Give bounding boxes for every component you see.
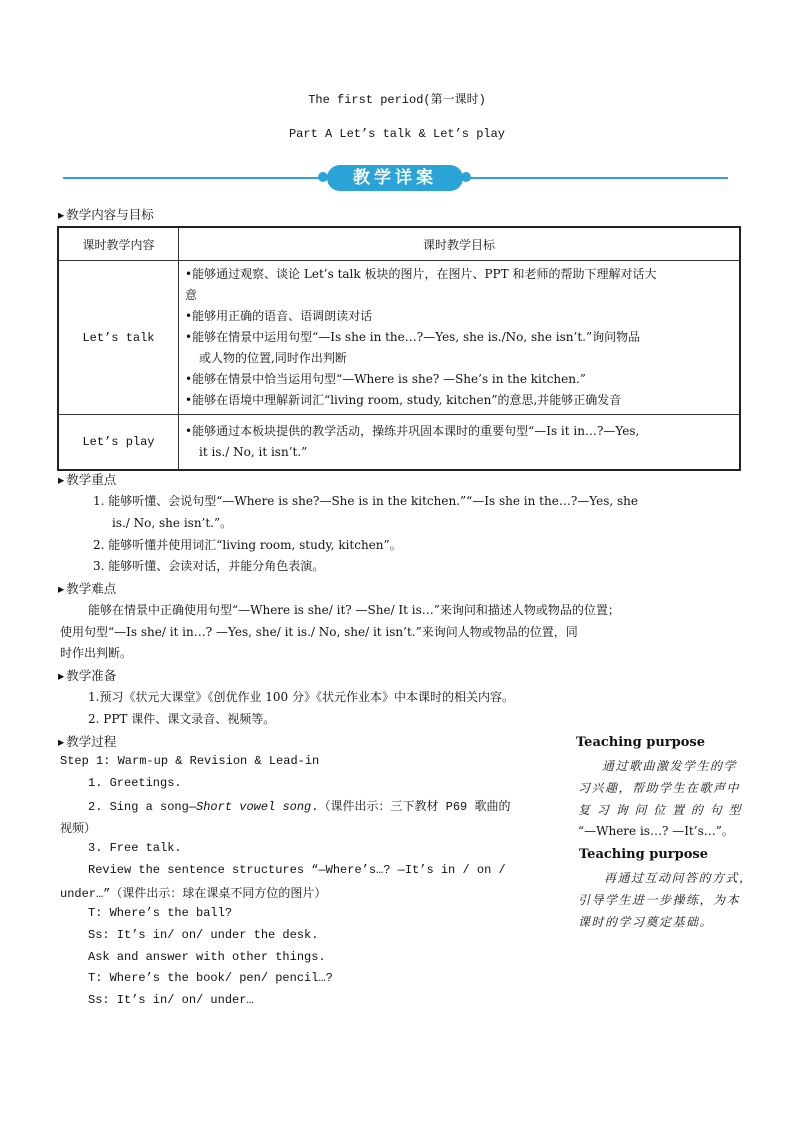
process-review-cont: under…”（课件出示：球在课桌不同方位的图片） (60, 887, 327, 901)
section-key-points: ▸ 教学重点 (58, 470, 116, 488)
banner-line-left (63, 177, 321, 179)
dialogue-line: Ask and answer with other things. (88, 950, 326, 964)
key-point-line: is./ No, she isn’t.”。 (112, 516, 233, 530)
key-point-line: 2. 能够听懂并使用词汇“living room, study, kitchen”。 (93, 538, 402, 552)
goal-item: •能够通过本板块提供的教学活动，操练并巩固本课时的重要句型“—Is it in…?—Yes, (185, 424, 640, 438)
table-header-goals: 课时教学目标 (179, 227, 741, 261)
difficulty-line: 时作出判断。 (60, 646, 133, 660)
sidebar-note-line: “—Where is…? —It’s…”。 (578, 824, 734, 838)
goal-item: •能够在语境中理解新词汇“living room, study, kitchen”的意思,并能够正确发音 (185, 393, 622, 407)
table-cell-goals (179, 261, 741, 415)
process-item: 1. Greetings. (88, 776, 182, 790)
sidebar-note-line: 通过歌曲激发学生的学 (602, 759, 738, 773)
page-title: The first period(第一课时) (308, 93, 486, 107)
sidebar-note-line: 复 习 询 问 位 置 的 句 型 (578, 803, 743, 817)
sidebar-note-line: 引导学生进一步操练，为本 (578, 893, 741, 907)
process-item: 3. Free talk. (88, 841, 182, 855)
key-point-line: 1. 能够听懂、会说句型“—Where is she?—She is in the kitchen.”“—Is she in the…?—Yes, she (93, 494, 639, 508)
goals-table (57, 226, 741, 471)
goal-item-cont: 意 (185, 288, 198, 302)
song-title: Short vowel song (196, 800, 312, 814)
goal-item-cont: it is./ No, it isn’t.” (199, 445, 308, 459)
process-item-cont: 视频） (60, 821, 97, 835)
table-cell-content: Let’s talk (58, 261, 179, 415)
process-item-text: 2. Sing a song— (88, 800, 197, 814)
table-cell-goals (179, 415, 741, 471)
banner-line-right (468, 177, 728, 179)
goal-item: •能够用正确的语音、语调朗读对话 (185, 309, 373, 323)
sidebar-note-line: 再通过互动问答的方式， (604, 871, 753, 885)
dialogue-line: T: Where’s the ball? (88, 906, 233, 920)
table-row (58, 261, 740, 415)
dialogue-line: Ss: It’s in/ on/ under… (88, 993, 254, 1007)
goal-item: •能够在情景中运用句型“—Is she in the…?—Yes, she is./No, she isn’t.”询问物品 (185, 330, 641, 344)
sidebar-note-title: Teaching purpose (579, 847, 708, 862)
goal-item-cont: 或人物的位置,同时作出判断 (199, 351, 347, 365)
table-row (58, 415, 740, 471)
preparation-line: 1.预习《状元大课堂》《创优作业 100 分》《状元作业本》中本课时的相关内容。 (88, 690, 514, 704)
key-point-line: 3. 能够听懂、会读对话，并能分角色表演。 (93, 559, 325, 573)
sidebar-note-title: Teaching purpose (576, 735, 705, 750)
section-preparation: ▸ 教学准备 (58, 666, 116, 684)
banner-title: 教学详案 (327, 165, 463, 191)
table-header-content: 课时教学内容 (58, 227, 179, 261)
sidebar-note-line: 课时的学习奠定基础。 (578, 915, 714, 929)
process-item (88, 797, 510, 814)
page-subtitle: Part A Let’s talk & Let’s play (288, 127, 506, 141)
process-review: Review the sentence structures “—Where’s…? —It’s in / on / (88, 863, 506, 877)
goal-item: •能够在情景中恰当运用句型“—Where is she? —She’s in the kitchen.” (185, 372, 586, 386)
difficulty-line: 能够在情景中正确使用句型“—Where is she/ it? —She/ It is…”来询问和描述人物或物品的位置； (88, 603, 620, 617)
table-cell-content: Let’s play (58, 415, 179, 471)
dialogue-line: T: Where’s the book/ pen/ pencil…? (88, 971, 333, 985)
section-process: ▸ 教学过程 (58, 732, 116, 750)
difficulty-line: 使用句型“—Is she/ it in…? —Yes, she/ it is./ No, she/ it isn’t.”来询问人物或物品的位置，同 (60, 625, 578, 639)
dialogue-line: Ss: It’s in/ on/ under the desk. (88, 928, 319, 942)
sidebar-note-line: 习兴趣，帮助学生在歌声中 (578, 781, 741, 795)
table-header-row (58, 227, 740, 261)
process-step: Step 1: Warm-up & Revision & Lead-in (60, 754, 320, 768)
goal-item: •能够通过观察、谈论 Let’s talk 板块的图片，在图片、PPT 和老师的帮助下理解对话大 (185, 267, 657, 281)
preparation-line: 2. PPT 课件、课文录音、视频等。 (88, 712, 276, 726)
section-difficulties: ▸ 教学难点 (58, 579, 116, 597)
process-item-text: .（课件出示：三下教材 P69 歌曲的 (311, 800, 511, 814)
section-content-goals: ▸ 教学内容与目标 (58, 205, 154, 223)
